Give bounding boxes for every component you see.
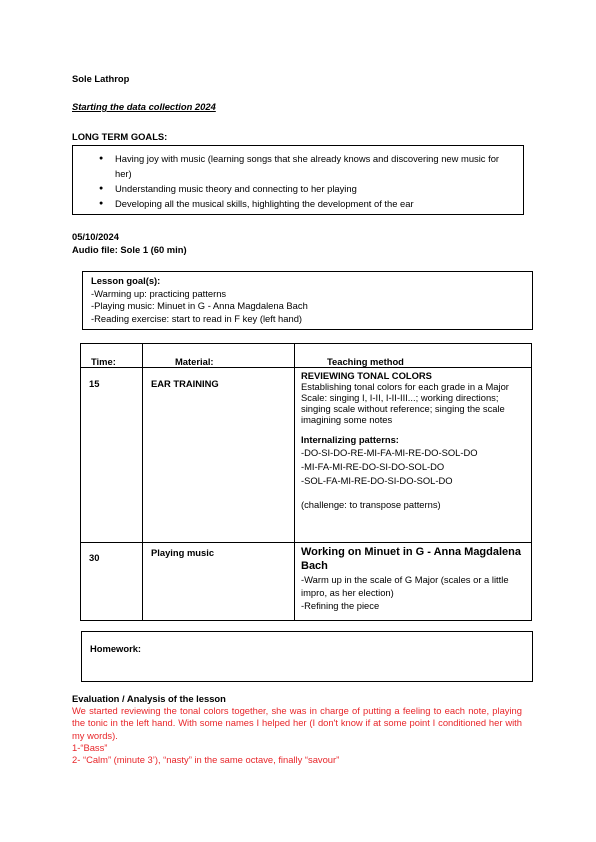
time-cell bbox=[81, 368, 143, 543]
session-date: 05/10/2024 bbox=[72, 231, 119, 242]
audio-file: Audio file: Sole 1 (60 min) bbox=[72, 244, 187, 255]
goal-item: ● Understanding music theory and connecting to her playing bbox=[87, 181, 513, 196]
long-term-goals-box bbox=[72, 145, 524, 215]
time-cell bbox=[81, 543, 143, 621]
goal-item: ● Developing all the musical skills, highlighting the development of the ear bbox=[87, 196, 513, 211]
lesson-goal-item: -Playing music: Minuet in G - Anna Magdalena Bach bbox=[91, 300, 308, 311]
row-material: EAR TRAINING bbox=[151, 378, 219, 389]
evaluation-heading: Evaluation / Analysis of the lesson bbox=[72, 693, 226, 704]
method-cell bbox=[295, 368, 532, 543]
pattern-item: -DO-SI-DO-RE-MI-FA-MI-RE-DO-SOL-DO bbox=[301, 447, 478, 458]
table-row bbox=[81, 368, 532, 543]
table-header-row bbox=[81, 344, 532, 368]
teaching-table bbox=[80, 343, 532, 621]
lesson-goal-item: -Reading exercise: start to read in F key (left hand) bbox=[91, 312, 303, 324]
row-time: 30 bbox=[89, 552, 100, 563]
goal-item: ● Having joy with music (learning songs that she already knows and discovering new music for her) bbox=[87, 151, 513, 181]
header-time: Time: bbox=[91, 356, 116, 367]
header-cell bbox=[81, 344, 143, 368]
evaluation-item: 2- “Calm” (minute 3’), “nasty” in the same octave, finally “savour” bbox=[72, 754, 340, 766]
row-material: Playing music bbox=[151, 547, 215, 558]
challenge-note: (challenge: to transpose patterns) bbox=[301, 499, 441, 510]
patterns-heading: Internalizing patterns: bbox=[301, 434, 399, 445]
homework-heading: Homework: bbox=[90, 643, 142, 654]
method-item: -Warm up in the scale of G Major (scales or a little impro, as her election) bbox=[301, 574, 509, 598]
material-cell bbox=[143, 368, 295, 543]
homework-box bbox=[81, 631, 533, 682]
pattern-item: -SOL-FA-MI-RE-DO-SI-DO-SOL-DO bbox=[301, 475, 453, 486]
method-title: REVIEWING TONAL COLORS bbox=[301, 370, 432, 381]
header-material: Material: bbox=[175, 356, 214, 367]
header-teaching-method: Teaching method bbox=[327, 356, 404, 367]
method-cell bbox=[295, 543, 532, 621]
lesson-goals-box bbox=[82, 271, 533, 330]
document-subtitle: Starting the data collection 2024 bbox=[72, 101, 216, 112]
row-time: 15 bbox=[89, 378, 100, 389]
material-cell bbox=[143, 543, 295, 621]
method-text: Establishing tonal colors for each grade in a Major Scale: singing I, I-II, I-II-III...; working directions; singing scale without reference; singing the scale imagining some notes bbox=[301, 381, 509, 425]
header-cell bbox=[143, 344, 295, 368]
evaluation-body bbox=[72, 705, 522, 766]
header-cell bbox=[295, 344, 532, 368]
student-name: Sole Lathrop bbox=[72, 73, 130, 84]
method-item: -Refining the piece bbox=[301, 600, 380, 611]
long-term-goals-heading: LONG TERM GOALS: bbox=[72, 131, 168, 142]
evaluation-paragraph: We started reviewing the tonal colors together, she was in charge of putting a feeling to each note, playing the tonic in the left hand. With some names I helped her (I don't know if at some point I conditioned her with my words). bbox=[72, 705, 522, 741]
table-row bbox=[81, 543, 532, 621]
method-title: Working on Minuet in G - Anna Magdalena Bach bbox=[301, 546, 521, 572]
evaluation-item: 1-“Bass” bbox=[72, 741, 108, 753]
lesson-goals-heading: Lesson goal(s): bbox=[91, 275, 161, 286]
long-term-goals-list bbox=[87, 151, 513, 211]
pattern-item: -MI-FA-MI-RE-DO-SI-DO-SOL-DO bbox=[301, 461, 445, 472]
lesson-goal-item: -Warming up: practicing patterns bbox=[91, 287, 227, 299]
